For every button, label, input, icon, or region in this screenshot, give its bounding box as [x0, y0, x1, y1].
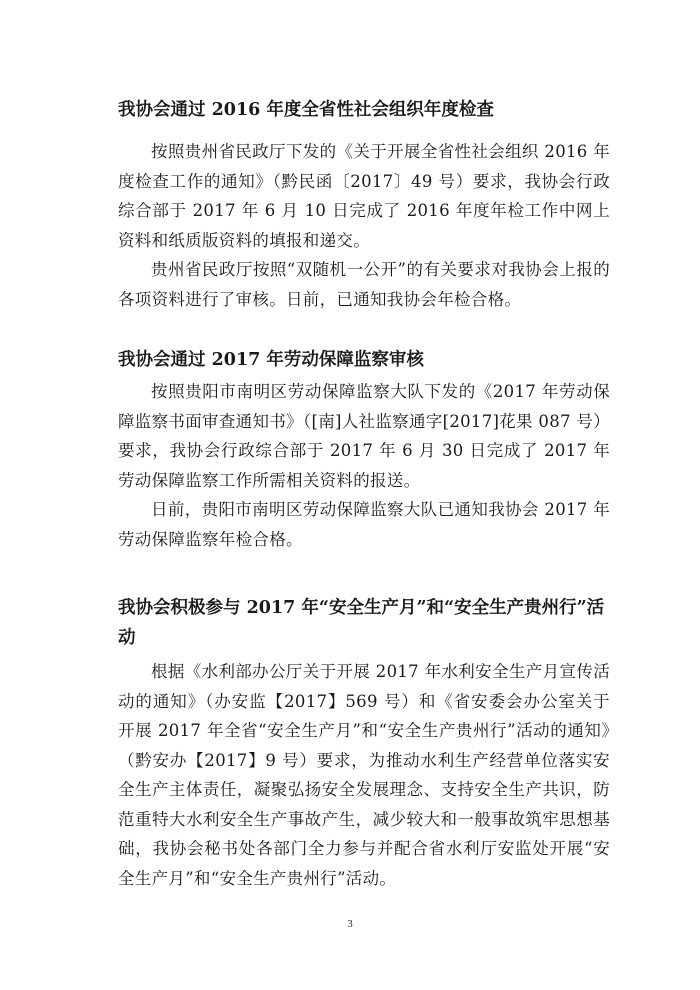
section-title: 我协会通过 2016 年度全省性社会组织年度检查 — [118, 100, 494, 120]
section-title: 我协会积极参与 2017 年“安全生产月”和“安全生产贵州行”活动 — [118, 598, 605, 648]
paragraph: 日前，贵阳市南明区劳动保障监察大队已通知我协会 2017 年劳动保障监察年检合格。 — [118, 500, 610, 549]
section-labor-inspection — [118, 345, 610, 554]
paragraph: 按照贵阳市南明区劳动保障监察大队下发的《2017 年劳动保障监察书面审查通知书》（[南]人社监察通字[2017]花果 087 号）要求，我协会行政综合部于 2017 年 6 月 30 日完成了 2017 年劳动保障监察工作所需相关资料的报送。 — [118, 382, 610, 490]
paragraph: 根据《水利部办公厅关于开展 2017 年水利安全生产月宣传活动的通知》（办安监【2017】569 号）和《省安委会办公室关于开展 2017 年全省“安全生产月”和“安全生产贵州行”活动的通知》（黔安办【2017】9 号）要求，为推动水利生产经营单位落实安全生产主体责任，凝聚弘扬安全发展理念、支持安全生产共识，防范重特大水利安全生产事故产生，减少较大和一般事故筑牢思想基础，我协会秘书处各部门全力参与并配合省水利厅安监处开展“安全生产月”和“安全生产贵州行”活动。 — [118, 662, 610, 888]
paragraph: 按照贵州省民政厅下发的《关于开展全省性社会组织 2016 年度检查工作的通知》（黔民函〔2017〕49 号）要求，我协会行政综合部于 2017 年 6 月 10 日完成了 2016 年度年检工作中网上资料和纸质版资料的填报和递交。 — [118, 142, 610, 250]
paragraph: 贵州省民政厅按照“双随机一公开”的有关要求对我协会上报的各项资料进行了审核。日前，已通知我协会年检合格。 — [118, 260, 610, 309]
section-annual-inspection — [118, 95, 610, 314]
section-title: 我协会通过 2017 年劳动保障监察审核 — [118, 350, 424, 370]
page-number: 3 — [347, 918, 353, 930]
section-safety-month — [118, 593, 610, 893]
